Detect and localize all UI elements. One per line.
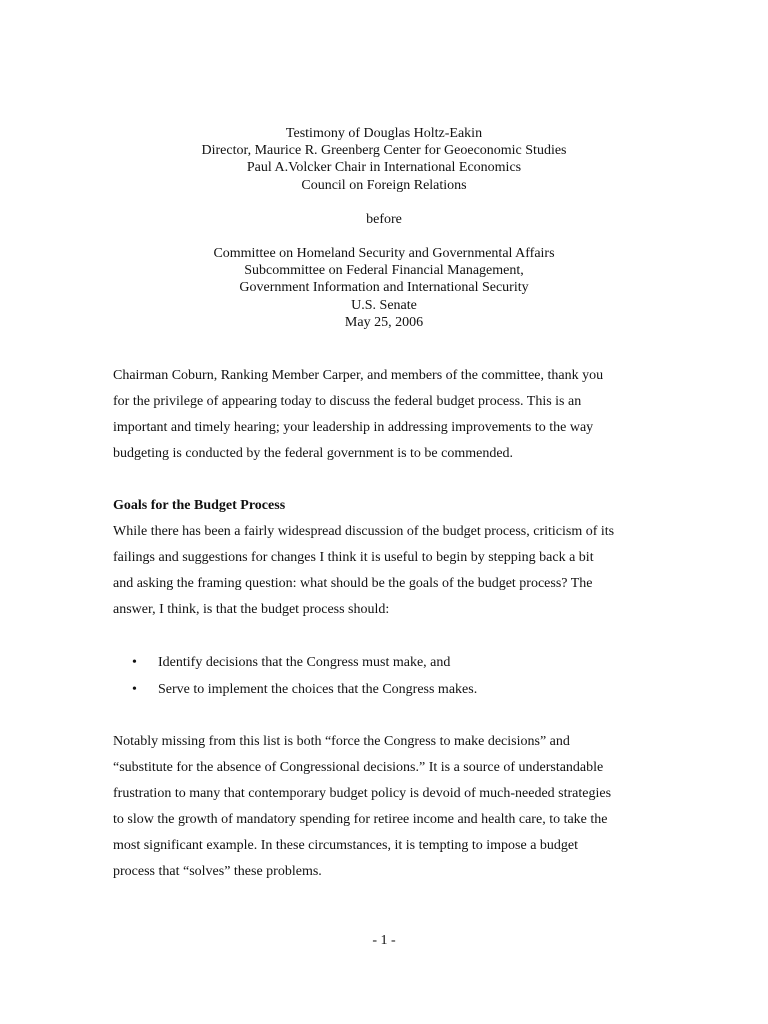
header-before: before — [366, 211, 402, 227]
bullet-item-identify — [113, 649, 658, 676]
paragraph-line: failings and suggestions for changes I think it is useful to begin by stepping back a bit — [113, 549, 594, 565]
header-spacer — [0, 228, 768, 245]
header-line-director: Director, Maurice R. Greenberg Center for Geoeconomic Studies — [201, 143, 567, 159]
bullet-icon: • — [132, 682, 137, 697]
testimony-header — [0, 125, 768, 331]
committee-line-scope: Government Information and International Security — [239, 280, 529, 296]
header-spacer — [0, 194, 768, 211]
page-number: - 1 - — [372, 933, 396, 948]
paragraph-line: Notably missing from this list is both “force the Congress to make decisions” and — [113, 734, 570, 749]
header-line-chair: Paul A.Volcker Chair in International Economics — [246, 160, 522, 176]
committee-line-main: Committee on Homeland Security and Governmental Affairs — [213, 246, 555, 262]
bullet-text: Serve to implement the choices that the Congress makes. — [158, 682, 478, 697]
paragraph-line: answer, I think, is that the budget process should: — [113, 601, 390, 617]
paragraph-line: Chairman Coburn, Ranking Member Carper, and members of the committee, thank you — [113, 368, 604, 383]
paragraph-line: for the privilege of appearing today to discuss the federal budget process. This is an — [113, 393, 582, 409]
bullet-text: Identify decisions that the Congress must make, and — [158, 655, 451, 670]
intro-paragraph — [113, 363, 658, 467]
paragraph-line: While there has been a fairly widespread discussion of the budget process, criticism of its — [113, 524, 615, 539]
testimony-date: May 25, 2006 — [344, 314, 424, 330]
paragraph-line: budgeting is conducted by the federal government is to be commended. — [113, 445, 514, 461]
goals-bullet-list — [113, 649, 658, 703]
paragraph-line: most significant example. In these circumstances, it is tempting to impose a budget — [113, 837, 579, 853]
goals-paragraph — [113, 519, 658, 623]
section-heading-goals: Goals for the Budget Process — [113, 498, 286, 513]
paragraph-line: and asking the framing question: what should be the goals of the budget process? The — [113, 575, 593, 591]
paragraph-line: to slow the growth of mandatory spending for retiree income and health care, to take the — [113, 811, 608, 827]
bullet-item-serve — [113, 676, 658, 703]
closing-paragraph — [113, 729, 658, 884]
header-line-council: Council on Foreign Relations — [301, 177, 467, 193]
header-line-witness: Testimony of Douglas Holtz-Eakin — [285, 126, 483, 141]
paragraph-line: “substitute for the absence of Congressional decisions.” It is a source of understandable — [113, 759, 604, 775]
paragraph-line: frustration to many that contemporary budget policy is devoid of much-needed strategies — [113, 785, 612, 801]
committee-line-subcommittee: Subcommittee on Federal Financial Management, — [244, 263, 524, 279]
paragraph-line: important and timely hearing; your leadership in addressing improvements to the way — [113, 419, 594, 435]
paragraph-line: process that “solves” these problems. — [113, 863, 322, 879]
committee-line-senate: U.S. Senate — [351, 297, 417, 313]
bullet-icon: • — [132, 655, 137, 670]
